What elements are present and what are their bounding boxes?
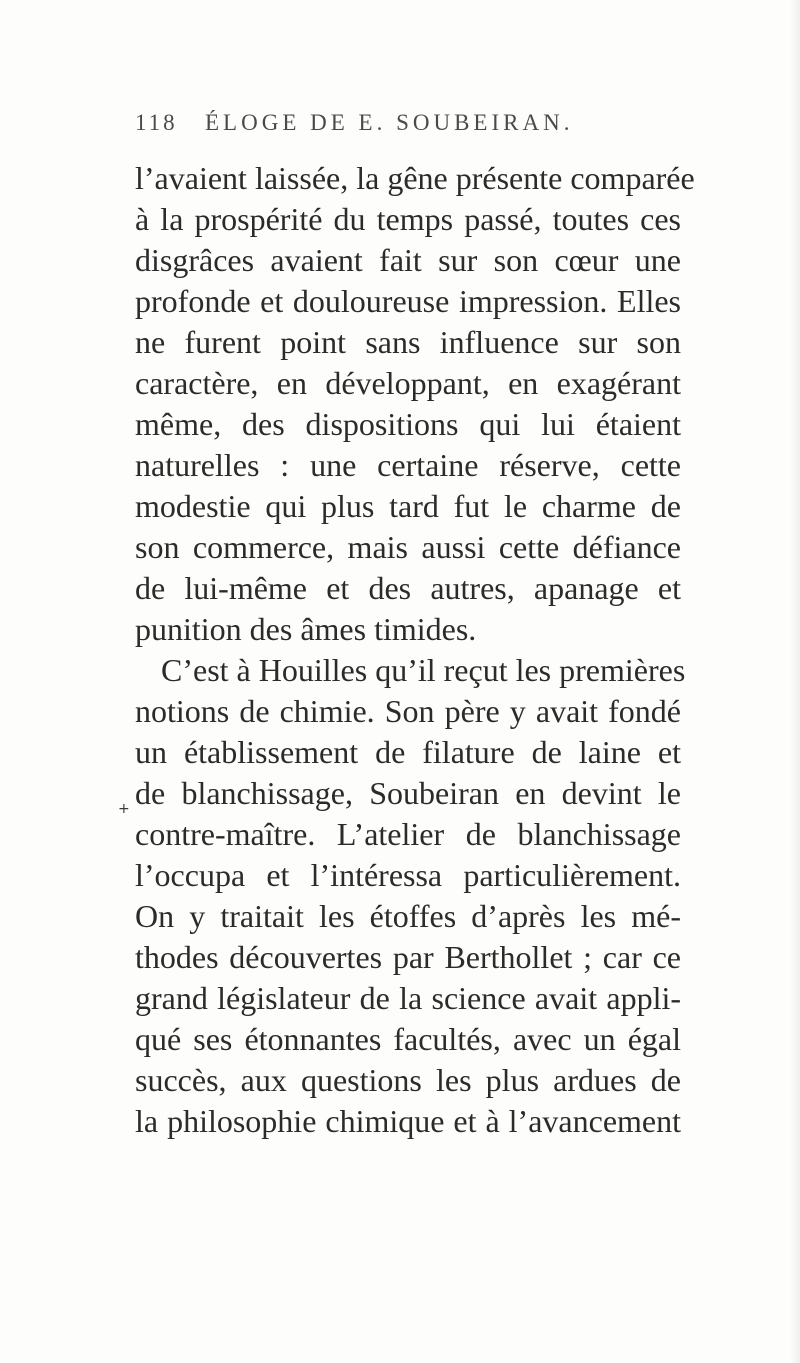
text-line: disgrâces avaient fait sur son cœur une [135,242,681,278]
text-line-paragraph-end: punition des âmes timides. [135,611,477,647]
text-line: la philosophie chimique et à l’avancement [135,1103,681,1139]
text-line: thodes découvertes par Berthollet ; car ce [135,939,681,975]
page-edge-shadow [790,0,800,1363]
text-line: à la prospérité du temps passé, toutes ces [135,201,681,237]
text-line: son commerce, mais aussi cette défiance [135,529,681,565]
text-line-paragraph-start: C’est à Houilles qu’il reçut les premières [161,652,686,688]
text-line: notions de chimie. Son père y avait fondé [135,693,681,729]
running-head: ÉLOGE DE E. SOUBEIRAN. [205,110,574,135]
text-line: ne furent point sans influence sur son [135,324,681,360]
text-line: l’occupa et l’intéressa particulièrement. [135,857,681,893]
text-line: de blanchissage, Soubeiran en devint le [135,775,681,811]
text-line: succès, aux questions les plus ardues de [135,1062,681,1098]
text-line: On y traitait les étoffes d’après les mé- [135,898,681,934]
text-line: grand législateur de la science avait appli- [135,980,681,1016]
text-line: caractère, en développant, en exagérant [135,365,681,401]
text-line: naturelles : une certaine réserve, cette [135,447,681,483]
text-line: profonde et douloureuse impression. Elles [135,283,681,319]
text-line: même, des dispositions qui lui étaient [135,406,681,442]
text-line: l’avaient laissée, la gêne présente comparée [135,160,695,196]
text-line: de lui-même et des autres, apanage et [135,570,681,606]
text-line: un établissement de filature de laine et [135,734,681,770]
margin-mark: + [118,801,130,817]
text-line: qué ses étonnantes facultés, avec un égal [135,1021,681,1057]
text-line: contre-maître. L’atelier de blanchissage [135,816,681,852]
text-line: modestie qui plus tard fut le charme de [135,488,681,524]
body-text [135,158,695,1142]
page-number: 118 [135,110,178,135]
page-header [135,110,695,144]
